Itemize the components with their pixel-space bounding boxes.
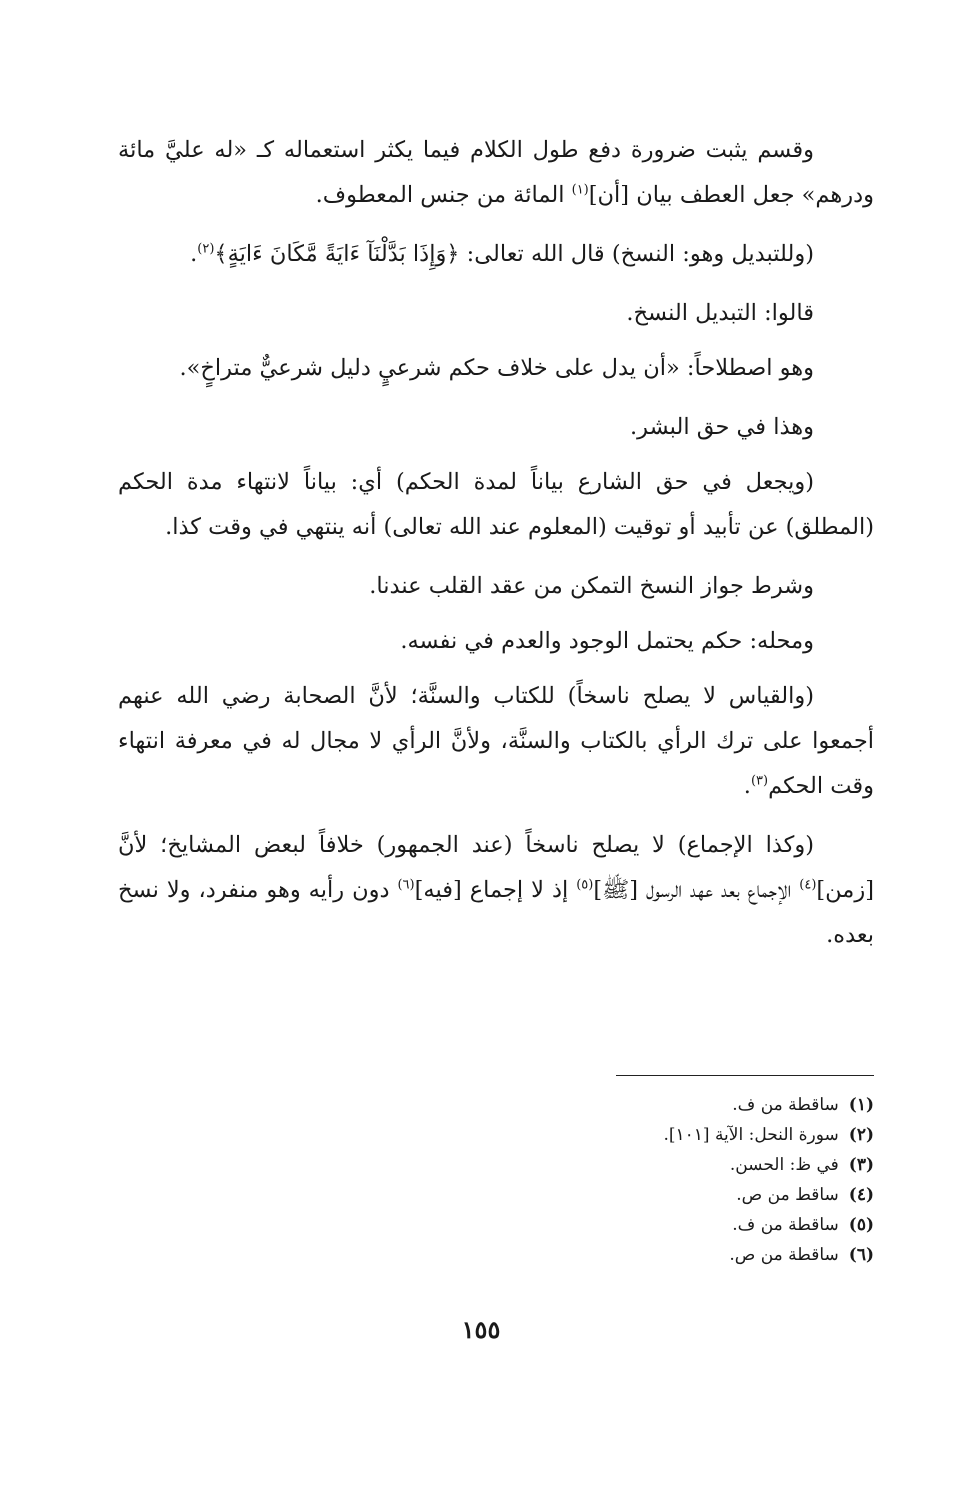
page-body <box>118 128 874 972</box>
footnote-item <box>474 1150 874 1180</box>
text-segment: وهو اصطلاحاً: «أن يدل على خلاف حكم شرعيٍ دليل شرعيٌّ متراخٍ». <box>179 355 814 381</box>
footnote-divider <box>616 1075 874 1076</box>
footnote-text: سورة النحل: الآية [١٠١]. <box>663 1125 839 1145</box>
footnote-number: (١) <box>848 1095 874 1115</box>
footnote-item <box>474 1180 874 1210</box>
text-segment: قالوا: التبديل النسخ. <box>626 300 814 326</box>
page-number: ١٥٥ <box>461 1315 501 1344</box>
footnote-text: ساقطة من ف. <box>732 1215 839 1235</box>
footnote-number: (٣) <box>848 1155 874 1175</box>
footnote-ref-6[interactable]: (٦) <box>397 877 415 893</box>
text-segment: (وكذا الإجماع) لا يصلح ناسخاً (عند الجمهور) خلافاً لبعض المشايخ؛ لأنَّ [زمن] <box>118 832 874 903</box>
text-segment: إذ لا إجماع [فيه] <box>414 877 577 903</box>
paragraph-8 <box>118 619 874 664</box>
text-segment: الإجماع بعد عهد الرسول [ﷺ] <box>593 877 800 903</box>
paragraph-7 <box>118 564 874 609</box>
footnote-item <box>474 1120 874 1150</box>
footnote-text: ساقطة من ف. <box>732 1095 839 1115</box>
paragraph-2 <box>118 232 874 277</box>
paragraph-10 <box>118 823 874 958</box>
footnote-item <box>474 1210 874 1240</box>
text-segment: دون رأيه وهو منفرد، ولا نسخ بعده. <box>118 877 874 948</box>
footnote-text: ساقط من ص. <box>736 1185 839 1205</box>
text-segment: المائة من جنس المعطوف. <box>315 182 572 208</box>
text-segment: (والقياس لا يصلح ناسخاً) للكتاب والسنَّة؛ لأنَّ الصحابة رضي الله عنهم أجمعوا على ترك الرأي بالكتاب والسنَّة، ولأنَّ الرأي لا مجال له في معرفة انتهاء وقت الحكم <box>118 683 874 799</box>
footnote-text: في ظ: الحسن. <box>729 1155 839 1175</box>
text-segment: . <box>743 773 751 799</box>
footnote-number: (٦) <box>848 1245 874 1265</box>
text-segment: . <box>190 241 198 267</box>
text-segment: وهذا في حق البشر. <box>630 414 814 440</box>
footnote-item <box>474 1240 874 1270</box>
paragraph-3 <box>118 291 874 336</box>
footnote-ref-1[interactable]: (١) <box>571 182 589 198</box>
footnote-ref-4[interactable]: (٤) <box>799 877 817 893</box>
paragraph-5 <box>118 405 874 450</box>
text-segment: وقسم يثبت ضرورة دفع طول الكلام فيما يكثر استعماله كـ «له عليَّ مائة ودرهم» جعل العطف بيان [أن] <box>118 137 874 208</box>
footnote-ref-5[interactable]: (٥) <box>576 877 594 893</box>
footnote-text: ساقطة من ص. <box>729 1245 839 1265</box>
text-segment: (وللتبديل وهو: النسخ) قال الله تعالى: ﴿وَإِذَا بَدَّلْنَآ ءَايَةً مَّكَانَ ءَايَةٍ﴾ <box>214 241 814 267</box>
text-segment: وشرط جواز النسخ التمكن من عقد القلب عندنا. <box>369 573 814 599</box>
footnote-item <box>474 1090 874 1120</box>
footnote-ref-3[interactable]: (٣) <box>750 773 769 789</box>
paragraph-9 <box>118 674 874 809</box>
footnote-number: (٥) <box>848 1215 874 1235</box>
paragraph-4 <box>118 346 874 391</box>
paragraph-1 <box>118 128 874 218</box>
footnote-number: (٢) <box>848 1125 874 1145</box>
paragraph-6 <box>118 460 874 550</box>
text-segment: (ويجعل في حق الشارع بياناً لمدة الحكم) أي: بياناً لانتهاء مدة الحكم (المطلق) عن تأبيد أو توقيت (المعلوم عند الله تعالى) أنه ينتهي في وقت كذا. <box>118 469 874 540</box>
text-segment: ومحله: حكم يحتمل الوجود والعدم في نفسه. <box>400 628 814 654</box>
footnote-number: (٤) <box>848 1185 874 1205</box>
footnote-ref-2[interactable]: (٢) <box>197 241 215 257</box>
footnotes <box>474 1090 874 1270</box>
